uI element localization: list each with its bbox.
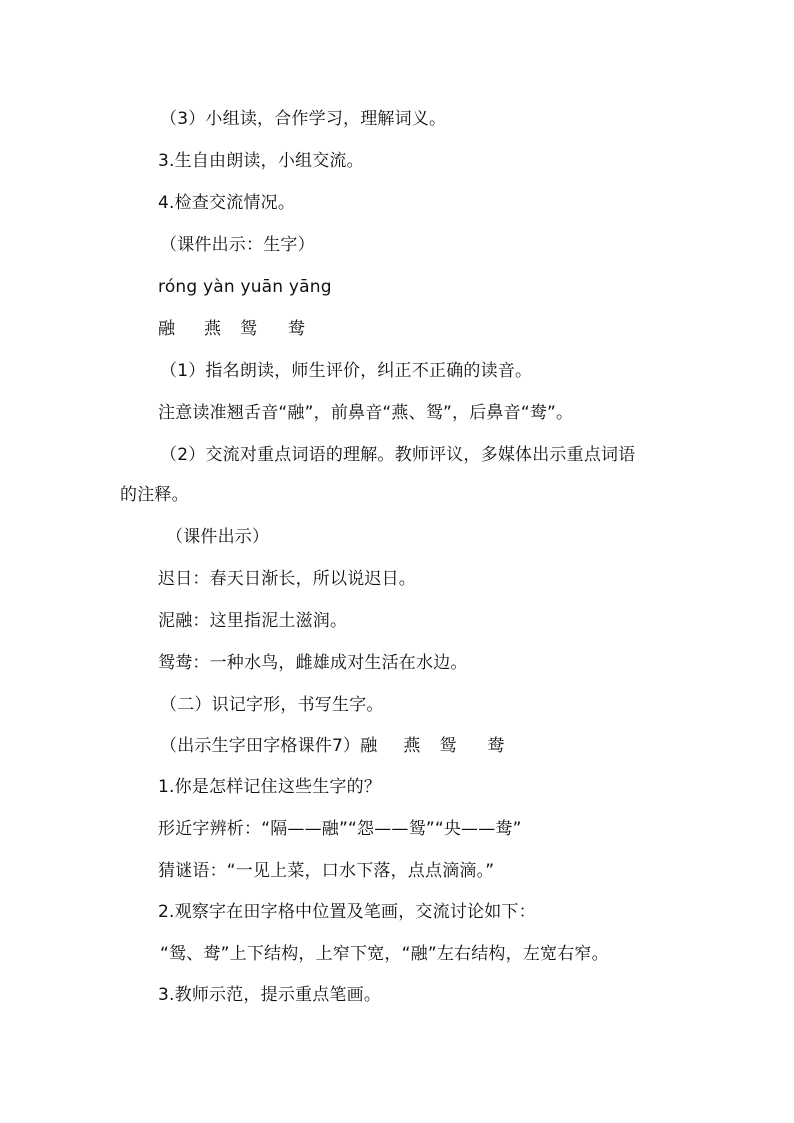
char-rong: 融 [158, 319, 176, 339]
question-1: 1.你是怎样记住这些生字的？ [158, 777, 382, 797]
courseware-new-chars-label: （课件出示：生字） [160, 235, 315, 255]
definition-chiri: 迟日：春天日渐长，所以说迟日。 [158, 569, 416, 589]
char-yan: 燕 [204, 319, 222, 339]
definition-nirong: 泥融：这里指泥土滋润。 [158, 611, 348, 631]
riddle: 猜谜语：“一见上菜，口水下落，点点滴滴。” [158, 861, 495, 881]
tianzige-char-yang: 鸯 [487, 736, 505, 756]
structure-note: “鸳、鸯”上下结构，上窄下宽，“融”左右结构，左宽右窄。 [160, 944, 609, 964]
tianzige-char-yan: 燕 [403, 736, 421, 756]
sub-2-continuation: 的注释。 [120, 485, 189, 505]
pronunciation-note: 注意读准翘舌音“融”，前鼻音“燕、鸳”，后鼻音“鸯”。 [158, 403, 574, 423]
pinyin-line: róng yàn yuān yāng [158, 277, 332, 297]
similar-chars: 形近字辨析：“隔——融”“怨——鸳”“央——鸯” [158, 819, 522, 839]
step-3-demonstrate: 3.教师示范，提示重点笔画。 [158, 985, 382, 1005]
tianzige-label: （出示生字田字格课件7）融 [160, 736, 378, 756]
step-3-free-read: 3.生自由朗读，小组交流。 [158, 151, 364, 171]
step-3-group-read: （3）小组读，合作学习，理解词义。 [160, 109, 447, 129]
definition-yuanyang: 鸳鸯：一种水鸟，雌雄成对生活在水边。 [158, 653, 468, 673]
new-characters-line [158, 314, 305, 344]
tianzige-char-yuan: 鸳 [439, 736, 457, 756]
step-4-check: 4.检查交流情况。 [158, 193, 296, 213]
char-yang: 鸯 [288, 319, 306, 339]
courseware-label: （课件出示） [166, 527, 270, 547]
tianzige-line [160, 731, 505, 761]
step-2-observe: 2.观察字在田字格中位置及笔画，交流讨论如下： [158, 902, 536, 922]
sub-1-read-aloud: （1）指名朗读，师生评价，纠正不正确的读音。 [160, 361, 533, 381]
section-2-heading: （二）识记字形，书写生字。 [160, 695, 384, 715]
sub-2-discuss-words: （2）交流对重点词语的理解。教师评议，多媒体出示重点词语 [160, 445, 636, 465]
char-yuan: 鸳 [240, 319, 258, 339]
